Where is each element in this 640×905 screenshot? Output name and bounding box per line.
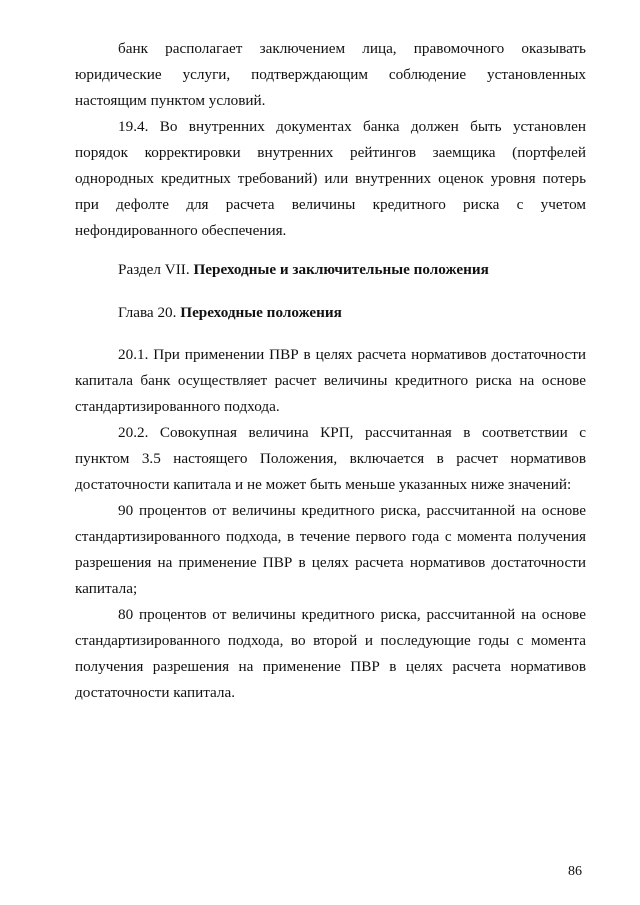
section-title: Переходные и заключительные положения — [193, 261, 489, 278]
paragraph-80-percent: 80 процентов от величины кредитного риска, рассчитанной на основе стандартизированного подхода, во второй и последующие годы с момента получения разрешения на применение ПВР в целях расчета нормативов достаточности капитала. — [75, 606, 586, 701]
section-heading — [118, 257, 489, 283]
paragraph-continuation: банк располагает заключением лица, правомочного оказывать юридические услуги, подтверждающим соблюдение установленных настоящим пунктом условий. — [75, 40, 586, 109]
paragraph-20-2: 20.2. Совокупная величина КРП, рассчитанная в соответствии с пунктом 3.5 настоящего Положения, включается в расчет нормативов достаточности капитала и не может быть меньше указанных ниже значений: — [75, 424, 586, 493]
page-number: 86 — [568, 864, 582, 879]
paragraph-19-4: 19.4. Во внутренних документах банка должен быть установлен порядок корректировки внутренних рейтингов заемщика (портфелей однородных кредитных требований) или внутренних оценок уровня потерь при дефолте для расчета величины кредитного риска с учетом нефондированного обеспечения. — [75, 118, 586, 239]
chapter-prefix: Глава 20. — [118, 304, 177, 321]
chapter-title: Переходные положения — [180, 304, 342, 321]
section-prefix: Раздел VII. — [118, 261, 190, 278]
paragraph-90-percent: 90 процентов от величины кредитного риска, рассчитанной на основе стандартизированного подхода, в течение первого года с момента получения разрешения на применение ПВР в целях расчета нормативов достаточности капитала; — [75, 502, 586, 597]
paragraph-20-1: 20.1. При применении ПВР в целях расчета нормативов достаточности капитала банк осуществляет расчет величины кредитного риска на основе стандартизированного подхода. — [75, 346, 586, 415]
chapter-heading — [118, 300, 342, 326]
